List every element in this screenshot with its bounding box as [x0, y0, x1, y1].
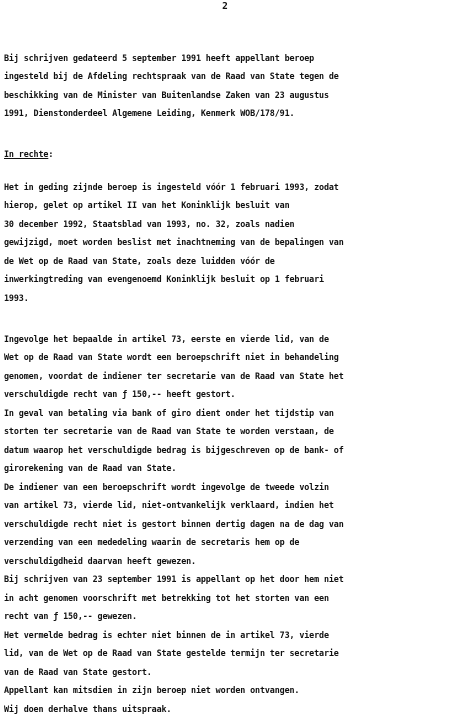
section-heading-colon: :: [48, 149, 54, 159]
paragraph-3-line: verschuldigdheid daarvan heeft gewezen.: [4, 556, 196, 566]
paragraph-3-line: van de Raad van State gestort.: [4, 667, 152, 677]
paragraph-3-line: Appellant kan mitsdien in zijn beroep niet worden ontvangen.: [4, 685, 300, 695]
section-heading-label: In rechte: [4, 149, 49, 159]
paragraph-3-line: Bij schrijven van 23 september 1991 is appellant op het door hem niet: [4, 574, 344, 584]
paragraph-3-line: genomen, voordat de indiener ter secretarie van de Raad van State het: [4, 371, 344, 381]
paragraph-3-line: De indiener van een beroepschrift wordt ingevolge de tweede volzin: [4, 482, 329, 492]
paragraph-1-line: ingesteld bij de Afdeling rechtspraak van de Raad van State tegen de: [4, 71, 339, 81]
paragraph-3-line: Ingevolge het bepaalde in artikel 73, eerste en vierde lid, van de: [4, 334, 329, 344]
paragraph-3-line: recht van ƒ 150,-- gewezen.: [4, 611, 137, 621]
paragraph-3-line: verzending van een mededeling waarin de secretaris hem op de: [4, 537, 300, 547]
paragraph-3-line: storten ter secretarie van de Raad van State te worden verstaan, de: [4, 426, 334, 436]
paragraph-3-line: Wet op de Raad van State wordt een beroepschrift niet in behandeling: [4, 352, 339, 362]
paragraph-2-line: inwerkingtreding van evengenoemd Koninklijk besluit op 1 februari: [4, 274, 324, 284]
page-number: 2: [222, 1, 228, 12]
paragraph-2-line: Het in geding zijnde beroep is ingesteld vóór 1 februari 1993, zodat: [4, 182, 339, 192]
paragraph-3-line: girorekening van de Raad van State.: [4, 463, 177, 473]
paragraph-2-line: gewijzigd, moet worden beslist met inachtneming van de bepalingen van: [4, 237, 344, 247]
paragraph-3-line: van artikel 73, vierde lid, niet-ontvankelijk verklaard, indien het: [4, 500, 334, 510]
paragraph-2-line: hierop, gelet op artikel II van het Koninklijk besluit van: [4, 200, 290, 210]
paragraph-3-line: In geval van betaling via bank of giro dient onder het tijdstip van: [4, 408, 334, 418]
section-heading: [4, 148, 53, 160]
paragraph-1-line: Bij schrijven gedateerd 5 september 1991 heeft appellant beroep: [4, 53, 315, 63]
paragraph-3-line: Het vermelde bedrag is echter niet binnen de in artikel 73, vierde: [4, 630, 329, 640]
paragraph-3-line: verschuldigde recht van ƒ 150,-- heeft gestort.: [4, 389, 236, 399]
paragraph-3-line: Wij doen derhalve thans uitspraak.: [4, 704, 172, 714]
paragraph-1-line: beschikking van de Minister van Buitenlandse Zaken van 23 augustus: [4, 90, 329, 100]
paragraph-3-line: verschuldigde recht niet is gestort binnen dertig dagen na de dag van: [4, 519, 344, 529]
paragraph-3-line: datum waarop het verschuldigde bedrag is bijgeschreven op de bank- of: [4, 445, 344, 455]
paragraph-3-line: in acht genomen voorschrift met betrekking tot het storten van een: [4, 593, 329, 603]
paragraph-3-line: lid, van de Wet op de Raad van State gestelde termijn ter secretarie: [4, 648, 339, 658]
paragraph-2-line: de Wet op de Raad van State, zoals deze luidden vóór de: [4, 256, 275, 266]
paragraph-2-line: 30 december 1992, Staatsblad van 1993, no. 32, zoals nadien: [4, 219, 295, 229]
paragraph-2-line: 1993.: [4, 293, 29, 303]
paragraph-1-line: 1991, Dienstonderdeel Algemene Leiding, Kenmerk WOB/178/91.: [4, 108, 295, 118]
